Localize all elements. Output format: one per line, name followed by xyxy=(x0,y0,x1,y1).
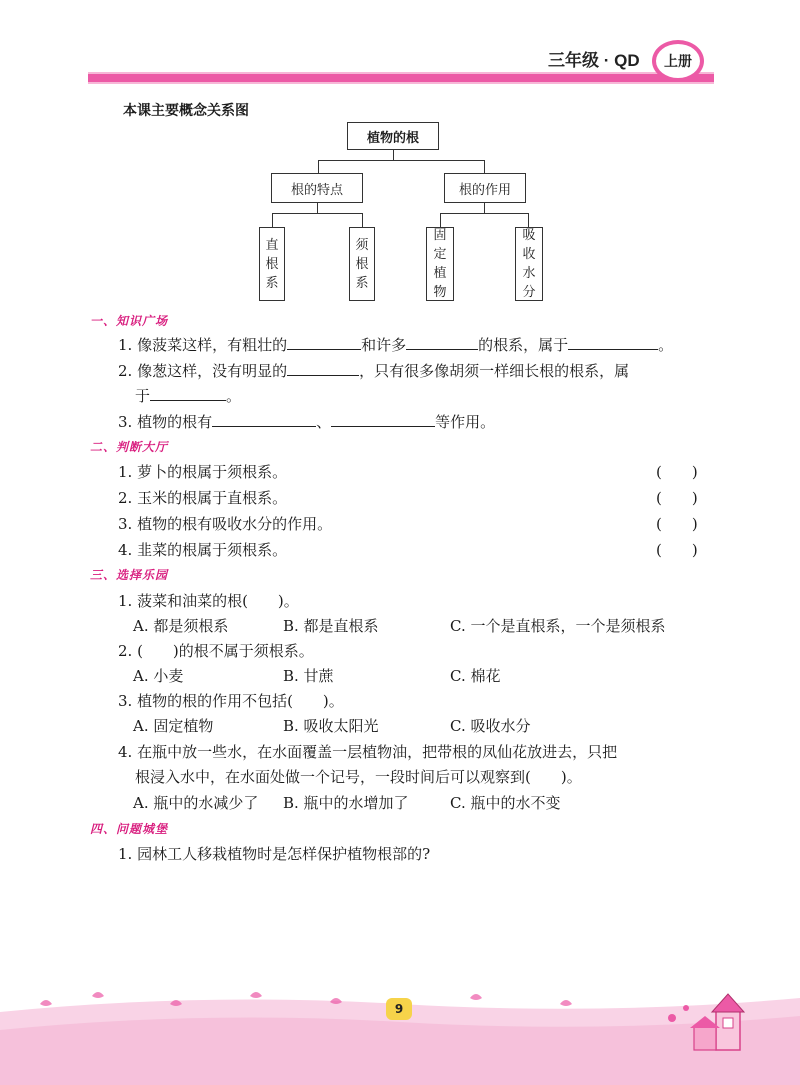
header-band xyxy=(88,72,714,82)
connector xyxy=(317,203,318,213)
choice-option[interactable]: C. 瓶中的水不变 xyxy=(450,794,561,812)
volume-badge: 上册 xyxy=(652,40,704,82)
concept-leaf-label: 直 根 系 xyxy=(265,237,279,291)
section-title-choice: 三、选择乐园 xyxy=(90,568,169,582)
choice-option[interactable]: B. 甘蔗 xyxy=(283,667,334,685)
section-title-knowledge: 一、知识广场 xyxy=(90,314,169,328)
question-fill-1 xyxy=(118,334,673,355)
question-text: 的根系，属于 xyxy=(478,336,569,354)
judge-item: 3. 植物的根有吸收水分的作用。 xyxy=(118,515,333,533)
judge-item: 2. 玉米的根属于直根系。 xyxy=(118,489,288,507)
concept-leaf-label: 吸 收 水 分 xyxy=(522,228,536,300)
answer-paren[interactable]: ( ) xyxy=(656,463,698,481)
page-number: 9 xyxy=(386,998,412,1020)
answer-blank[interactable] xyxy=(287,360,359,376)
concept-branch-functions: 根的作用 xyxy=(444,173,526,203)
connector xyxy=(528,213,529,227)
question-text: ，只有很多像胡须一样细长根的根系，属 xyxy=(359,362,630,380)
choice-option[interactable]: C. 吸收水分 xyxy=(450,717,531,735)
concept-leaf-taproot xyxy=(259,227,285,301)
question-text: 1. 像菠菜这样，有粗壮的 xyxy=(118,336,288,354)
answer-blank[interactable] xyxy=(150,385,226,401)
concept-leaf-label: 固 定 植 物 xyxy=(433,228,447,300)
concept-branch-features: 根的特点 xyxy=(271,173,363,203)
connector xyxy=(484,160,485,173)
choice-option[interactable]: B. 瓶中的水增加了 xyxy=(283,794,409,812)
question-text: 2. 像葱这样，没有明显的 xyxy=(118,362,288,380)
connector xyxy=(318,160,319,173)
concept-map-title: 本课主要概念关系图 xyxy=(123,103,249,119)
choice-question-stem: 2. ( )的根不属于须根系。 xyxy=(118,642,314,660)
connector xyxy=(362,213,363,227)
choice-option[interactable]: B. 吸收太阳光 xyxy=(283,717,379,735)
answer-paren[interactable]: ( ) xyxy=(656,515,698,533)
choice-option[interactable]: C. 一个是直根系，一个是须根系 xyxy=(450,617,666,635)
connector xyxy=(272,213,273,227)
connector xyxy=(440,213,528,214)
concept-leaf-anchor xyxy=(426,227,454,301)
question-text: 和许多 xyxy=(361,336,407,354)
question-text: 。 xyxy=(226,387,242,405)
concept-leaf-fibrous xyxy=(349,227,375,301)
answer-blank[interactable] xyxy=(212,411,316,427)
answer-paren[interactable]: ( ) xyxy=(656,541,698,559)
choice-question-stem: 1. 菠菜和油菜的根( )。 xyxy=(118,592,299,610)
connector xyxy=(484,203,485,213)
connector xyxy=(318,160,484,161)
choice-option[interactable]: B. 都是直根系 xyxy=(283,617,379,635)
choice-question-stem-cont: 根浸入水中，在水面处做一个记号，一段时间后可以观察到( )。 xyxy=(135,768,582,786)
answer-blank[interactable] xyxy=(287,334,361,350)
question-text: 等作用。 xyxy=(435,413,496,431)
question-text: 于 xyxy=(135,387,151,405)
choice-option[interactable]: C. 棉花 xyxy=(450,667,501,685)
choice-question-stem: 4. 在瓶中放一些水，在水面覆盖一层植物油，把带根的凤仙花放进去，只把 xyxy=(118,743,618,761)
choice-option[interactable]: A. 固定植物 xyxy=(133,717,214,735)
open-question: 1. 园林工人移栽植物时是怎样保护植物根部的? xyxy=(118,845,431,863)
section-title-judge: 二、判断大厅 xyxy=(90,440,169,454)
concept-leaf-absorb xyxy=(515,227,543,301)
question-text: 、 xyxy=(316,413,332,431)
answer-paren[interactable]: ( ) xyxy=(656,489,698,507)
connector xyxy=(272,213,362,214)
question-fill-3 xyxy=(118,411,495,432)
grade-label: 三年级 · QD xyxy=(548,51,640,70)
choice-option[interactable]: A. 小麦 xyxy=(133,667,184,685)
choice-option[interactable]: A. 瓶中的水减少了 xyxy=(133,794,259,812)
question-text: 。 xyxy=(658,336,674,354)
answer-blank[interactable] xyxy=(568,334,658,350)
judge-item: 4. 韭菜的根属于须根系。 xyxy=(118,541,288,559)
connector xyxy=(440,213,441,227)
header-band-underline xyxy=(88,82,714,84)
concept-root: 植物的根 xyxy=(347,122,439,150)
question-text: 3. 植物的根有 xyxy=(118,413,213,431)
question-fill-2-cont xyxy=(135,385,241,406)
answer-blank[interactable] xyxy=(406,334,478,350)
question-fill-2 xyxy=(118,360,629,381)
judge-item: 1. 萝卜的根属于须根系。 xyxy=(118,463,288,481)
section-title-castle: 四、问题城堡 xyxy=(90,822,169,836)
concept-leaf-label: 须 根 系 xyxy=(355,237,369,291)
connector xyxy=(393,150,394,160)
choice-question-stem: 3. 植物的根的作用不包括( )。 xyxy=(118,692,344,710)
choice-option[interactable]: A. 都是须根系 xyxy=(133,617,229,635)
answer-blank[interactable] xyxy=(331,411,435,427)
